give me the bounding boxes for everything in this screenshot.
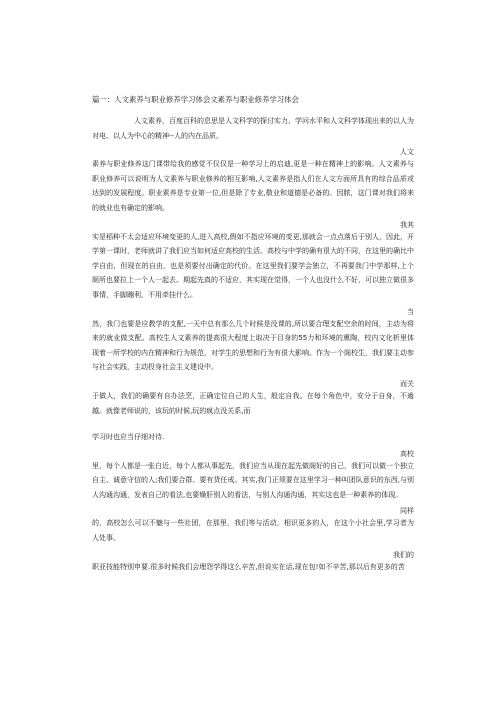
- paragraph-6: 学习时也应当仔细对待.: [92, 433, 165, 442]
- paragraph-5: 于做人，我们的确要有自办法烹，正确定位自己的人生，般定自我。在每个角色中，安分于自身，不逾越。就像老师说的，该玩的时候,玩的疯点没关系,而: [92, 391, 414, 415]
- paragraph-9-lead: 我们的: [393, 550, 414, 559]
- paragraph-7-lead: 高校: [400, 449, 414, 458]
- paragraph-5-lead: 而关: [400, 379, 414, 388]
- paragraph-2: 素养与职业修养这门课带给我的感觉不仅仅是一种学习上的启迪,更是一种在精神上的影响。人文素养与职业修养可以说明为人文素养与职业修养的相互影响,人文素养是指人们在人文方面所具有的综合品质或达到的发展程度。职业素养是专业第一位,但是除了专业,敬业和道德是必备的。因脓，这门课对我们将来的就业也有确定的影响。: [92, 160, 414, 212]
- document-title: 篇一：人文素养与职业修养学习体会文素养与职业修养学习体会: [92, 95, 299, 104]
- paragraph-4-lead: 当: [407, 307, 414, 316]
- paragraph-8: 的，高校怎么可以不魅与一些社团，在那里，我们等与活动，相识更多的人，在这个小社会里,学习者为人处事。: [92, 519, 414, 543]
- paragraph-3: 实是稻种不太会适应环境变更的人,进入高校,假如不指应环境的变更,那就会一点点落后于别人，因此，开学第一课时，老师就讲了我们应当如何适应高校的生活。高校与中学的确有很大的不同，在这里的确比中学自由，但现在的自由，也是须要付出确定的代价。在这里我们要学会独立，不再要我门中学那样,上个厕所也要拉上一个人一起去。期起先真的不适应，其实现在觉得，一个人也没什么不好，可以独立做很多事情，手脚蹦利，不用牵挂什么。: [92, 232, 414, 299]
- paragraph-9: 职亚技能特别申要.很多时候我们会埋怨学得这么辛苦,但说实在话,现在包!如不辛苦,那以后有更多的苦: [92, 562, 405, 571]
- paragraph-8-lead: 同样: [400, 507, 414, 516]
- paragraph-3-lead: 我其: [400, 220, 414, 229]
- paragraph-4: 然，我门也要是应教学的支配,一天中总有那么几个时候是没课的,所以要合理支配空余的时间，主动为将来的就业做支配。高校生人文素养的提高很大程度上取决于目身的55力和环境的熏陶，校内文化析里体现着一所学校的内在精神和行为规范，对学生的思想和行为有很大影响。作为一个阁校生，我们要主动参与社会实践，主动投身社会主义建设中。: [92, 319, 414, 372]
- paragraph-2-lead: 人文: [400, 148, 414, 157]
- document-body: [92, 114, 414, 574]
- paragraph-1: 人文素养，百度百科的息思是人文科学的探讨实力、学问水平和人文科学体现出来的以人为对电、以人为中心的精神--人的内在品质。: [92, 117, 414, 140]
- paragraph-7: 里，每个人都是一张白近，每个人都从事起先，我们应当从现在起先做阁好的自己，我们可以做一个独立自主、诚意守信的人;我们要合群、要有货任戒。其实,我门正须要在这里学习一种叫团队意识的东西,与别人沟通沟通，发表自己的看法,也要燥肝别人的看法，与别人沟通沟通，其实这也是一种素养的体现。: [92, 461, 414, 499]
- paragraph-gap: [92, 418, 414, 430]
